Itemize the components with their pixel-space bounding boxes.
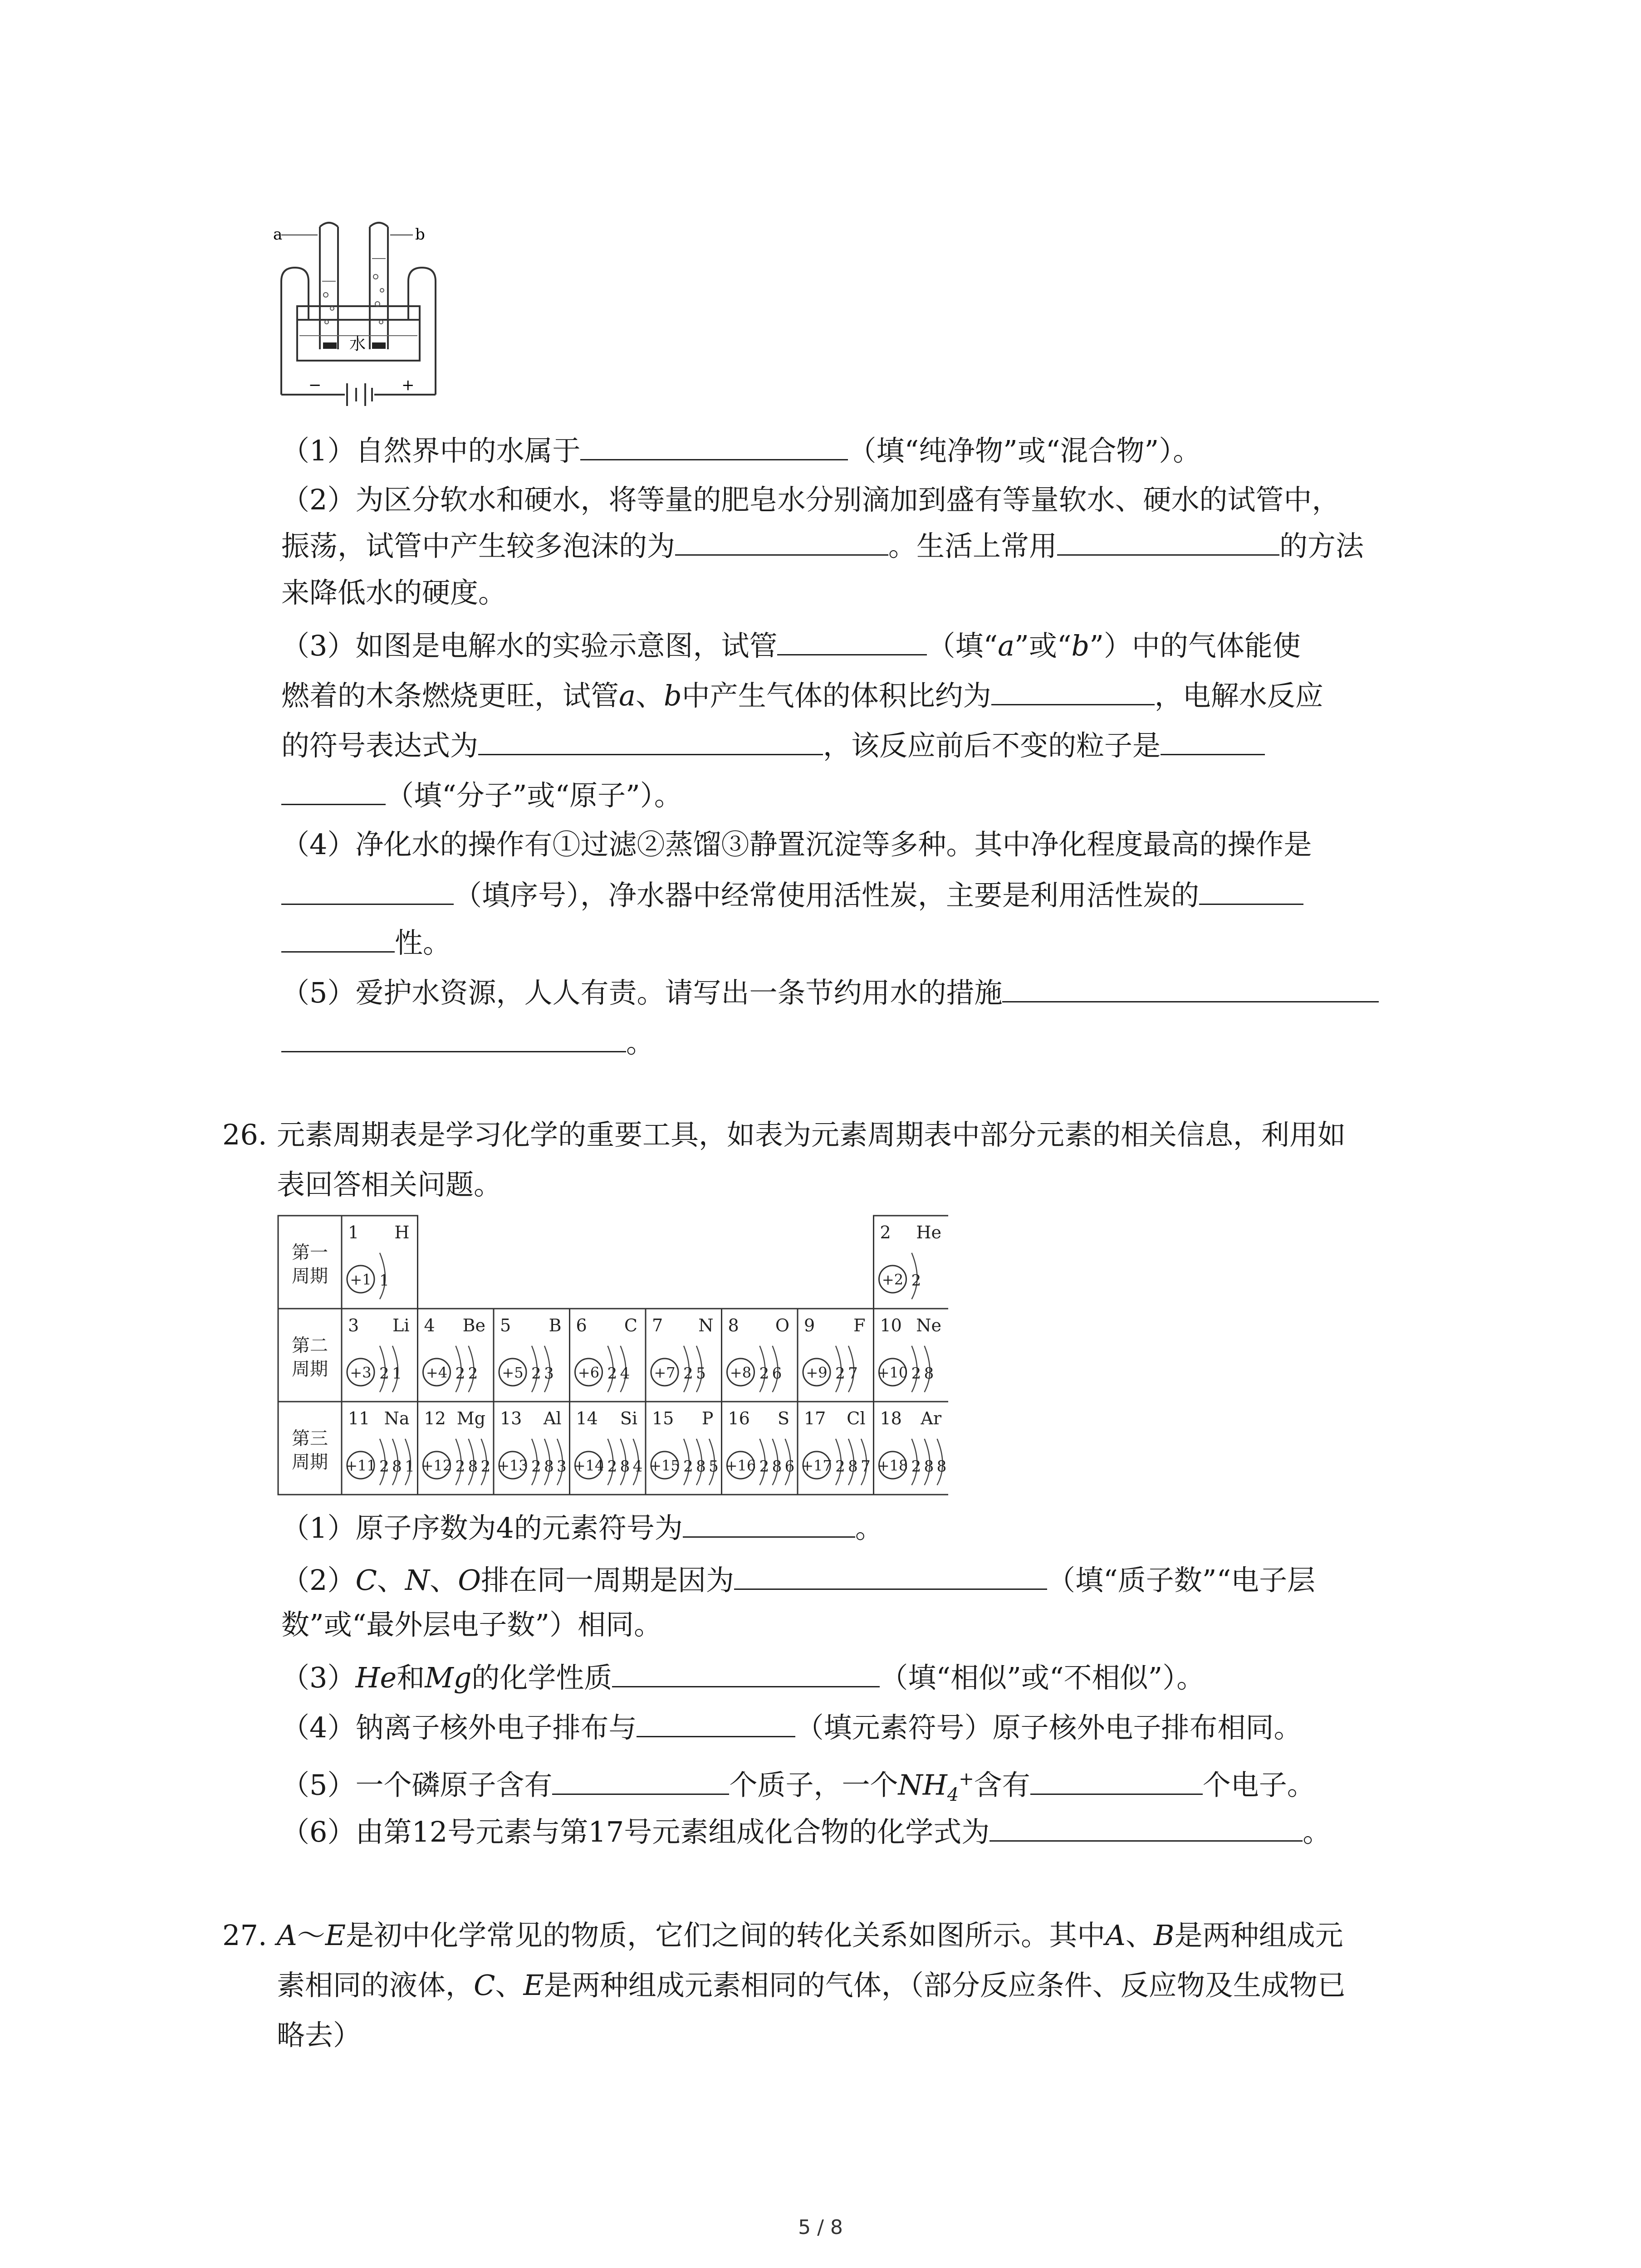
shell-electron-count: 2 bbox=[531, 1364, 541, 1383]
shell-electron-count: 6 bbox=[772, 1364, 782, 1383]
nucleus-charge: +11 bbox=[345, 1457, 376, 1474]
element-symbol: Na bbox=[384, 1408, 410, 1428]
element-number: 11 bbox=[348, 1408, 370, 1428]
shell-electron-count: 2 bbox=[468, 1364, 478, 1383]
q25-line-8: （填“分子”或“原子”）。 bbox=[281, 776, 682, 815]
label-b: b bbox=[415, 225, 425, 244]
q25-blank-7[interactable] bbox=[1161, 726, 1265, 755]
shell-electron-count: 2 bbox=[911, 1364, 921, 1383]
q26-sub-2b: 数”或“最外层电子数”）相同。 bbox=[281, 1608, 662, 1641]
q26-sub-5: （5）一个磷原子含有 个质子，一个$NH_4^+$含有 个电子。 bbox=[281, 1760, 1315, 1814]
q26-blank-4[interactable] bbox=[637, 1708, 795, 1737]
shell-electron-count: 8 bbox=[772, 1457, 782, 1476]
nucleus-charge: +15 bbox=[649, 1457, 680, 1474]
shell-electron-count: 4 bbox=[632, 1457, 643, 1476]
page-number: 5 / 8 bbox=[798, 2216, 843, 2239]
q25-blank-3[interactable] bbox=[1057, 526, 1279, 556]
nucleus-charge: +1 bbox=[350, 1271, 372, 1288]
element-number: 14 bbox=[576, 1408, 598, 1428]
q25-line-9: （4）净化水的操作有①过滤②蒸馏③静置沉淀等多种。其中净化程度最高的操作是 bbox=[281, 828, 1312, 861]
element-symbol: S bbox=[777, 1408, 789, 1428]
element-number: 18 bbox=[880, 1408, 902, 1428]
shell-electron-count: 2 bbox=[455, 1364, 465, 1383]
q25-blank-2[interactable] bbox=[675, 526, 888, 556]
electrolysis-diagram bbox=[272, 213, 445, 413]
period-label-line1: 第一 bbox=[292, 1242, 328, 1263]
element-number: 2 bbox=[880, 1222, 891, 1242]
q27-number: 27. bbox=[222, 1919, 267, 1952]
element-symbol: O bbox=[775, 1315, 789, 1335]
shell-electron-count: 2 bbox=[531, 1457, 541, 1476]
shell-electron-count: 2 bbox=[607, 1457, 617, 1476]
shell-electron-count: 8 bbox=[392, 1457, 402, 1476]
period-label-line2: 周期 bbox=[292, 1266, 328, 1287]
q26-blank-3[interactable] bbox=[612, 1658, 880, 1687]
element-number: 15 bbox=[652, 1408, 674, 1428]
element-symbol: Ne bbox=[916, 1315, 941, 1335]
nucleus-charge: +7 bbox=[654, 1364, 676, 1381]
q26-number: 26. bbox=[222, 1118, 267, 1151]
q26-sub-6: （6）由第12号元素与第17号元素组成化合物的化学式为 。 bbox=[281, 1812, 1331, 1851]
element-symbol: H bbox=[394, 1222, 410, 1242]
shell-electron-count: 6 bbox=[784, 1457, 795, 1476]
shell-electron-count: 2 bbox=[835, 1457, 845, 1476]
element-number: 6 bbox=[576, 1315, 587, 1335]
q26-blank-5[interactable] bbox=[552, 1765, 729, 1795]
shell-electron-count: 2 bbox=[911, 1271, 921, 1290]
shell-electron-count: 8 bbox=[696, 1457, 706, 1476]
element-number: 10 bbox=[880, 1315, 902, 1335]
nucleus-charge: +5 bbox=[502, 1364, 524, 1381]
element-number: 4 bbox=[424, 1315, 435, 1335]
periodic-table bbox=[277, 1213, 948, 1497]
nucleus-charge: +6 bbox=[578, 1364, 600, 1381]
period-label-line2: 周期 bbox=[292, 1359, 328, 1380]
shell-electron-count: 3 bbox=[557, 1457, 567, 1476]
q25-line-5: （3）如图是电解水的实验示意图，试管 （填“a”或“b”）中的气体能使 bbox=[281, 626, 1301, 665]
q26-blank-6[interactable] bbox=[1030, 1765, 1203, 1795]
element-symbol: Li bbox=[392, 1315, 410, 1335]
element-number: 12 bbox=[424, 1408, 446, 1428]
shell-electron-count: 4 bbox=[620, 1364, 630, 1383]
q25-blank-1[interactable] bbox=[580, 431, 848, 460]
element-symbol: Ar bbox=[921, 1408, 941, 1428]
nucleus-charge: +13 bbox=[497, 1457, 528, 1474]
shell-electron-count: 2 bbox=[455, 1457, 465, 1476]
q25-blank-10b[interactable] bbox=[281, 1023, 626, 1052]
q26-sub-3: （3）He和Mg的化学性质 （填“相似”或“不相似”）。 bbox=[281, 1658, 1205, 1697]
shell-electron-count: 8 bbox=[544, 1457, 554, 1476]
q25-blank-9b[interactable] bbox=[281, 923, 395, 953]
shell-electron-count: 8 bbox=[936, 1457, 947, 1476]
nucleus-charge: +3 bbox=[350, 1364, 372, 1381]
element-symbol: Mg bbox=[456, 1408, 485, 1428]
period-label-line2: 周期 bbox=[292, 1452, 328, 1473]
shell-electron-count: 7 bbox=[848, 1364, 858, 1383]
nucleus-charge: +4 bbox=[426, 1364, 448, 1381]
q25-blank-6[interactable] bbox=[478, 726, 823, 755]
label-pos: + bbox=[402, 376, 415, 394]
shell-electron-count: 1 bbox=[379, 1271, 389, 1290]
nucleus-charge: +9 bbox=[806, 1364, 828, 1381]
q25-blank-10[interactable] bbox=[1002, 973, 1379, 1002]
shell-electron-count: 8 bbox=[924, 1364, 934, 1383]
shell-electron-count: 8 bbox=[848, 1457, 858, 1476]
shell-electron-count: 1 bbox=[405, 1457, 415, 1476]
nucleus-charge: +17 bbox=[801, 1457, 832, 1474]
shell-electron-count: 2 bbox=[607, 1364, 617, 1383]
nucleus-charge: +18 bbox=[877, 1457, 908, 1474]
shell-electron-count: 2 bbox=[683, 1457, 693, 1476]
q25-line-3: 振荡，试管中产生较多泡沫的为 。生活上常用 的方法 bbox=[281, 526, 1364, 565]
nucleus-charge: +16 bbox=[725, 1457, 756, 1474]
q26-sub-2: （2）C、N、O排在同一周期是因为 （填“质子数”“电子层 bbox=[281, 1560, 1315, 1599]
element-symbol: Al bbox=[543, 1408, 562, 1428]
shell-electron-count: 5 bbox=[696, 1364, 706, 1383]
q26-intro-2: 表回答相关问题。 bbox=[277, 1168, 502, 1201]
q25-line-7: 的符号表达式为 ，该反应前后不变的粒子是 bbox=[281, 726, 1265, 765]
nucleus-charge: +8 bbox=[730, 1364, 752, 1381]
periodic-table-svg bbox=[277, 1213, 948, 1497]
element-symbol: He bbox=[916, 1222, 941, 1242]
period-label-line1: 第二 bbox=[292, 1335, 328, 1356]
q26-blank-7[interactable] bbox=[989, 1812, 1303, 1842]
element-symbol: C bbox=[624, 1315, 637, 1335]
element-number: 5 bbox=[500, 1315, 511, 1335]
element-number: 9 bbox=[804, 1315, 815, 1335]
shell-electron-count: 1 bbox=[392, 1364, 402, 1383]
q26-intro-1: 元素周期表是学习化学的重要工具，如表为元素周期表中部分元素的相关信息，利用如 bbox=[277, 1118, 1346, 1151]
q25-line-2: （2）为区分软水和硬水，将等量的肥皂水分别滴加到盛有等量软水、硬水的试管中， bbox=[281, 483, 1340, 516]
shell-electron-count: 8 bbox=[620, 1457, 630, 1476]
q25-blank-4[interactable] bbox=[777, 626, 927, 655]
q27-line-2: 素相同的液体，C、E是两种组成元素相同的气体，（部分反应条件、反应物及生成物已 bbox=[277, 1969, 1346, 2002]
nucleus-charge: +12 bbox=[421, 1457, 452, 1474]
element-number: 3 bbox=[348, 1315, 359, 1335]
q26-blank-2[interactable] bbox=[734, 1560, 1047, 1590]
element-symbol: Si bbox=[620, 1408, 637, 1428]
shell-electron-count: 2 bbox=[480, 1457, 491, 1476]
q27-line-3: 略去） bbox=[277, 2019, 362, 2052]
element-symbol: P bbox=[701, 1408, 714, 1428]
element-number: 13 bbox=[500, 1408, 522, 1428]
shell-electron-count: 5 bbox=[709, 1457, 719, 1476]
q25-line-10: （填序号），净水器中经常使用活性炭，主要是利用活性炭的 bbox=[281, 875, 1303, 914]
element-symbol: F bbox=[853, 1315, 866, 1335]
q25-line-4: 来降低水的硬度。 bbox=[281, 576, 507, 609]
element-symbol: Cl bbox=[847, 1408, 866, 1428]
label-water: 水 bbox=[349, 335, 366, 353]
shell-electron-count: 2 bbox=[835, 1364, 845, 1383]
shell-electron-count: 2 bbox=[379, 1364, 389, 1383]
shell-electron-count: 2 bbox=[759, 1457, 769, 1476]
q26-sub-4: （4）钠离子核外电子排布与 （填元素符号）原子核外电子排布相同。 bbox=[281, 1708, 1302, 1747]
nucleus-charge: +14 bbox=[573, 1457, 604, 1474]
period-label-line1: 第三 bbox=[292, 1428, 328, 1449]
q25-line-11: 性。 bbox=[281, 923, 451, 962]
label-neg: − bbox=[309, 376, 322, 394]
q26-blank-1[interactable] bbox=[683, 1508, 855, 1538]
q27-line-1: A～E是初中化学常见的物质，它们之间的转化关系如图所示。其中A、B是两种组成元 bbox=[277, 1919, 1343, 1952]
q25-blank-8[interactable] bbox=[281, 875, 454, 905]
element-number: 7 bbox=[652, 1315, 663, 1335]
element-number: 1 bbox=[348, 1222, 359, 1242]
q25-blank-7b[interactable] bbox=[281, 776, 386, 805]
nucleus-charge: +2 bbox=[882, 1271, 904, 1288]
q25-blank-5[interactable] bbox=[991, 676, 1155, 705]
q25-line-12: （5）爱护水资源，人人有责。请写出一条节约用水的措施 bbox=[281, 973, 1379, 1012]
element-number: 16 bbox=[728, 1408, 750, 1428]
q25-line-13: 。 bbox=[281, 1023, 654, 1062]
q26-sub-1: （1）原子序数为4的元素符号为 。 bbox=[281, 1508, 883, 1547]
label-a: a bbox=[273, 225, 283, 244]
element-symbol: N bbox=[698, 1315, 714, 1335]
shell-electron-count: 2 bbox=[683, 1364, 693, 1383]
element-number: 8 bbox=[728, 1315, 739, 1335]
shell-electron-count: 3 bbox=[544, 1364, 554, 1383]
q25-line-6: 燃着的木条燃烧更旺，试管a、b中产生气体的体积比约为 ，电解水反应 bbox=[281, 676, 1323, 715]
nucleus-charge: +10 bbox=[877, 1364, 908, 1381]
shell-electron-count: 8 bbox=[924, 1457, 934, 1476]
element-number: 17 bbox=[804, 1408, 826, 1428]
q25-blank-9[interactable] bbox=[1199, 875, 1303, 905]
shell-electron-count: 2 bbox=[911, 1457, 921, 1476]
shell-electron-count: 7 bbox=[861, 1457, 871, 1476]
shell-electron-count: 2 bbox=[379, 1457, 389, 1476]
q25-line-1: （1）自然界中的水属于 （填“纯净物”或“混合物”）。 bbox=[281, 431, 1201, 470]
element-symbol: B bbox=[549, 1315, 562, 1335]
shell-electron-count: 8 bbox=[468, 1457, 478, 1476]
shell-electron-count: 2 bbox=[759, 1364, 769, 1383]
element-symbol: Be bbox=[462, 1315, 485, 1335]
